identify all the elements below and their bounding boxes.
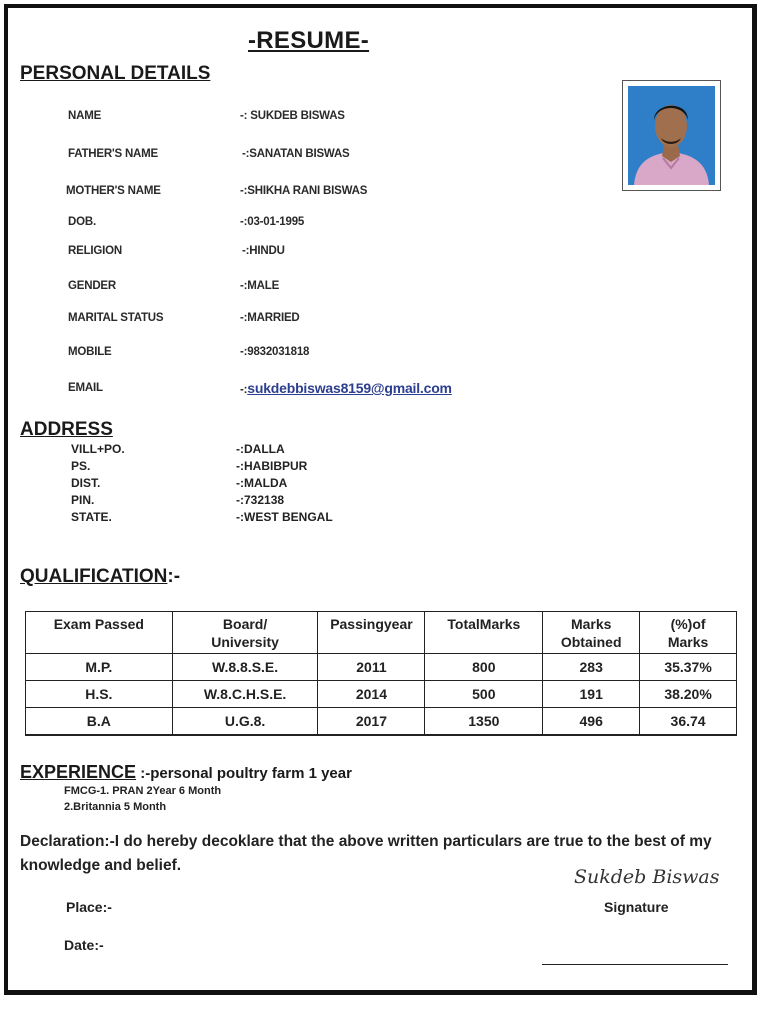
column-header: TotalMarks bbox=[425, 612, 543, 654]
dob-label: DOB. bbox=[68, 216, 96, 228]
fathers-name-label: FATHER'S NAME bbox=[68, 148, 159, 160]
table-cell: 38.20% bbox=[640, 681, 737, 708]
table-cell: 36.74 bbox=[640, 708, 737, 736]
mothers-name-label: MOTHER'S NAME bbox=[66, 185, 161, 197]
table-header-row bbox=[26, 612, 737, 654]
dist-label: DIST. bbox=[71, 476, 101, 490]
dist-value: -:MALDA bbox=[236, 476, 288, 490]
name-value: -: SUKDEB BISWAS bbox=[240, 110, 345, 122]
ps-label: PS. bbox=[71, 459, 91, 473]
date-label: Date:- bbox=[64, 937, 104, 953]
religion-value: -:HINDU bbox=[242, 245, 285, 257]
personal-details-heading: PERSONAL DETAILS bbox=[20, 63, 211, 84]
email-link[interactable]: sukdebbiswas8159@gmail.com bbox=[247, 380, 452, 396]
marital-status-value: -:MARRIED bbox=[240, 312, 300, 324]
person-portrait-icon bbox=[628, 86, 715, 185]
fathers-name-value: -:SANATAN BISWAS bbox=[242, 148, 350, 160]
column-header: Passingyear bbox=[318, 612, 425, 654]
dob-value: -:03-01-1995 bbox=[240, 216, 305, 228]
table-cell: M.P. bbox=[26, 654, 173, 681]
signature-handwriting: Sukdeb Biswas bbox=[574, 866, 720, 888]
signature-label: Signature bbox=[604, 899, 669, 915]
table-cell: 2017 bbox=[318, 708, 425, 736]
pin-value: -:732138 bbox=[236, 493, 285, 507]
qualification-heading: QUALIFICATION bbox=[20, 566, 168, 587]
table-cell: B.A bbox=[26, 708, 173, 736]
state-value: -:WEST BENGAL bbox=[236, 510, 333, 524]
column-header: Marks Obtained bbox=[543, 612, 640, 654]
gender-label: GENDER bbox=[68, 280, 117, 292]
qualification-heading-suffix: :- bbox=[167, 566, 181, 587]
resume-title: -RESUME- bbox=[248, 27, 370, 54]
table-cell: 35.37% bbox=[640, 654, 737, 681]
table-cell: 2014 bbox=[318, 681, 425, 708]
table-cell: 800 bbox=[425, 654, 543, 681]
qualification-table bbox=[25, 611, 737, 736]
pin-label: PIN. bbox=[71, 493, 95, 507]
table-cell: W.8.8.S.E. bbox=[172, 654, 318, 681]
mothers-name-value: -:SHIKHA RANI BISWAS bbox=[240, 185, 368, 197]
marital-status-label: MARITAL STATUS bbox=[68, 312, 164, 324]
table-row bbox=[26, 681, 737, 708]
mobile-label: MOBILE bbox=[68, 346, 112, 358]
experience-heading-row bbox=[20, 762, 352, 783]
vill-po-value: -:DALLA bbox=[236, 442, 285, 456]
profile-photo bbox=[622, 80, 721, 191]
table-cell: U.G.8. bbox=[172, 708, 318, 736]
table-row bbox=[26, 708, 737, 736]
photo-image bbox=[628, 86, 715, 185]
email-row bbox=[240, 380, 452, 396]
experience-item: 2.Britannia 5 Month bbox=[64, 801, 167, 813]
experience-item: FMCG-1. PRAN 2Year 6 Month bbox=[64, 785, 222, 797]
gender-value: -:MALE bbox=[240, 280, 280, 292]
experience-heading: EXPERIENCE bbox=[20, 762, 137, 782]
table-cell: 283 bbox=[543, 654, 640, 681]
table-cell: 2011 bbox=[318, 654, 425, 681]
table-cell: W.8.C.H.S.E. bbox=[172, 681, 318, 708]
table-row bbox=[26, 654, 737, 681]
declaration-text: Declaration:-I do hereby decoklare that the above written particulars are true to the best of my knowledge and belief. bbox=[20, 833, 712, 874]
column-header: (%)of Marks bbox=[640, 612, 737, 654]
religion-label: RELIGION bbox=[68, 245, 122, 257]
table-cell: 496 bbox=[543, 708, 640, 736]
table-cell: 500 bbox=[425, 681, 543, 708]
state-label: STATE. bbox=[71, 510, 112, 524]
vill-po-label: VILL+PO. bbox=[71, 442, 125, 456]
experience-summary: :-personal poultry farm 1 year bbox=[136, 765, 352, 782]
name-label: NAME bbox=[68, 110, 102, 122]
column-header: Board/ University bbox=[172, 612, 318, 654]
signature-line bbox=[542, 964, 728, 965]
email-label: EMAIL bbox=[68, 382, 103, 394]
mobile-value: -:9832031818 bbox=[240, 346, 310, 358]
address-heading: ADDRESS bbox=[20, 419, 113, 440]
table-cell: 191 bbox=[543, 681, 640, 708]
ps-value: -:HABIBPUR bbox=[236, 459, 308, 473]
table-cell: 1350 bbox=[425, 708, 543, 736]
qualification-heading-row bbox=[20, 566, 180, 588]
table-cell: H.S. bbox=[26, 681, 173, 708]
email-prefix: -: bbox=[240, 384, 248, 396]
column-header: Exam Passed bbox=[26, 612, 173, 654]
place-label: Place:- bbox=[66, 899, 112, 915]
